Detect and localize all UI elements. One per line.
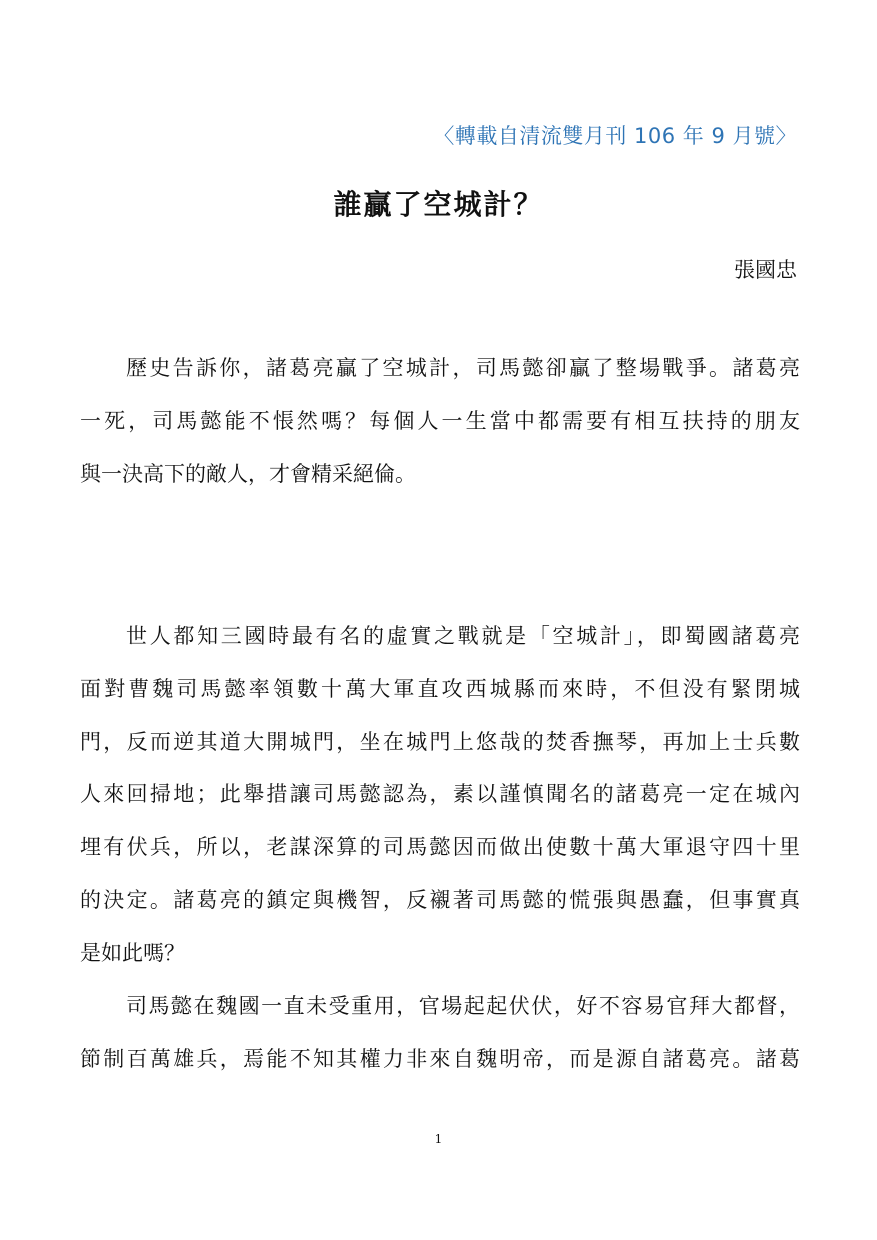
paragraph-line: 面對曹魏司馬懿率領數十萬大軍直攻西城縣而來時，不但没有緊閉城 (80, 676, 800, 701)
paragraph-1 (80, 342, 800, 500)
paragraph-line: 的決定。諸葛亮的鎮定與機智，反襯著司馬懿的慌張與愚蠢，但事實真 (80, 887, 800, 912)
paragraph-line: 是如此嗎？ (80, 940, 185, 965)
paragraph-3 (80, 980, 800, 1086)
paragraph-line: 歷史告訴你，諸葛亮贏了空城計，司馬懿卻贏了整場戰爭。諸葛亮 (126, 356, 800, 380)
source-note: 〈轉載自清流雙月刊 106 年 9 月號〉 (433, 124, 797, 148)
paragraph-line: 世人都知三國時最有名的虛實之戰就是「空城計」，即蜀國諸葛亮 (126, 624, 800, 648)
author-name: 張國忠 (734, 258, 797, 282)
paragraph-line: 司馬懿在魏國一直未受重用，官場起起伏伏，好不容易官拜大都督， (126, 994, 800, 1018)
paragraph-line: 門，反而逆其道大開城門，坐在城門上悠哉的焚香撫琴，再加上士兵數 (80, 729, 800, 754)
article-title: 誰贏了空城計？ (333, 188, 544, 221)
paragraph-line: 一死，司馬懿能不悵然嗎？每個人一生當中都需要有相互扶持的朋友 (80, 408, 800, 433)
paragraph-line: 與一決高下的敵人，才會精采絕倫。 (80, 461, 416, 486)
paragraph-line: 人來回掃地；此舉措讓司馬懿認為，素以謹慎聞名的諸葛亮一定在城內 (80, 782, 800, 807)
paragraph-line: 節制百萬雄兵，焉能不知其權力非來自魏明帝，而是源自諸葛亮。諸葛 (80, 1046, 800, 1071)
page-number: 1 (434, 1132, 443, 1146)
paragraph-2 (80, 610, 800, 980)
paragraph-line: 埋有伏兵，所以，老謀深算的司馬懿因而做出使數十萬大軍退守四十里 (80, 835, 800, 860)
